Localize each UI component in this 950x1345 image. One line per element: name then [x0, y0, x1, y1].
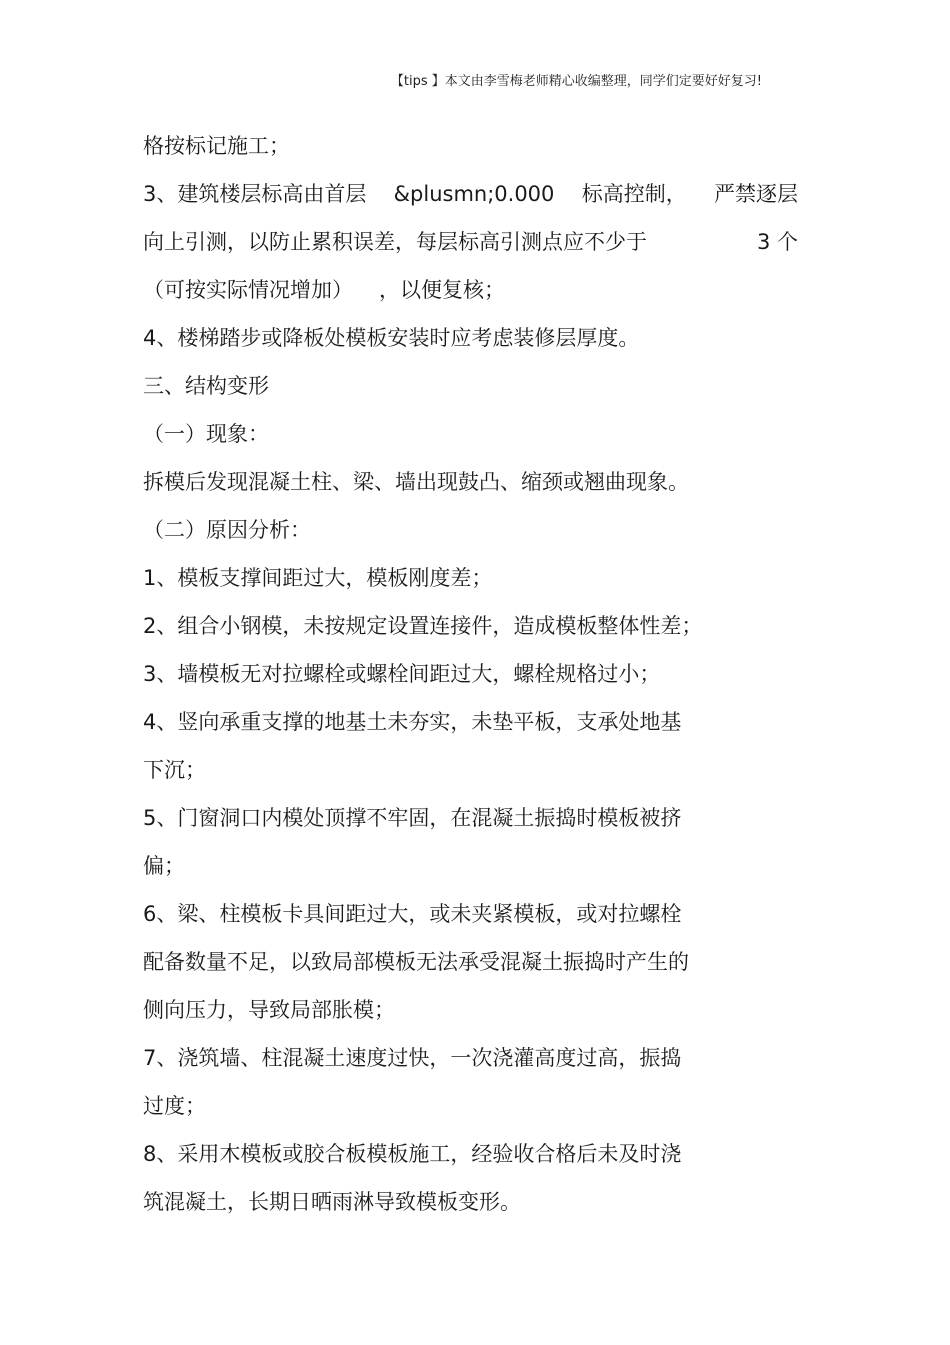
text-segment: 3、建筑楼层标高由首层 — [143, 182, 367, 206]
list-item-continuation: 过度； — [143, 1094, 206, 1118]
text-segment: ，以便复核； — [379, 278, 505, 302]
paragraph-line: 4、楼梯踏步或降板处模板安装时应考虑装修层厚度。 — [143, 326, 640, 350]
document-body — [143, 122, 823, 1226]
list-item-continuation: 偏； — [143, 854, 185, 878]
list-item-continuation: 筑混凝土，长期日晒雨淋导致模板变形。 — [143, 1190, 521, 1214]
list-item-continuation: 下沉； — [143, 758, 206, 782]
paragraph-line-elevation — [143, 170, 798, 218]
list-item: 7、浇筑墙、柱混凝土速度过快，一次浇灌高度过高，振捣 — [143, 1046, 682, 1070]
text-segment: 严禁逐层 — [713, 182, 798, 206]
header-tip: 【tips 】本文由李雪梅老师精心收编整理，同学们定要好好复习! — [390, 74, 762, 89]
subsection-heading: （一）现象： — [143, 422, 269, 446]
list-item: 3、墙模板无对拉螺栓或螺栓间距过大，螺栓规格过小； — [143, 662, 661, 686]
list-item: 1、模板支撑间距过大，模板刚度差； — [143, 566, 493, 590]
list-item: 2、组合小钢模，未按规定设置连接件，造成模板整体性差； — [143, 614, 703, 638]
paragraph-line — [143, 266, 823, 314]
list-item: 8、采用木模板或胶合板模板施工，经验收合格后未及时浇 — [143, 1142, 682, 1166]
text-segment: （可按实际情况增加） — [143, 278, 353, 302]
subsection-heading: （二）原因分析： — [143, 518, 311, 542]
list-item-continuation: 配备数量不足，以致局部模板无法承受混凝土振捣时产生的 — [143, 950, 689, 974]
text-segment: 标高控制， — [581, 182, 687, 206]
list-item: 6、梁、柱模板卡具间距过大，或未夹紧模板，或对拉螺栓 — [143, 902, 682, 926]
text-segment: 向上引测，以防止累积误差，每层标高引测点应不少于 — [143, 230, 647, 254]
list-item-continuation: 侧向压力，导致局部胀模； — [143, 998, 395, 1022]
paragraph-line — [143, 218, 798, 266]
paragraph-line: 格按标记施工； — [143, 134, 290, 158]
list-item: 5、门窗洞口内模处顶撑不牢固，在混凝土振捣时模板被挤 — [143, 806, 682, 830]
text-segment: &plusmn;0.000 — [393, 182, 555, 206]
paragraph-line: 拆模后发现混凝土柱、梁、墙出现鼓凸、缩颈或翘曲现象。 — [143, 470, 689, 494]
text-segment: 3 个 — [756, 230, 798, 254]
list-item: 4、竖向承重支撑的地基土未夯实，未垫平板，支承处地基 — [143, 710, 682, 734]
section-heading: 三、结构变形 — [143, 374, 269, 398]
